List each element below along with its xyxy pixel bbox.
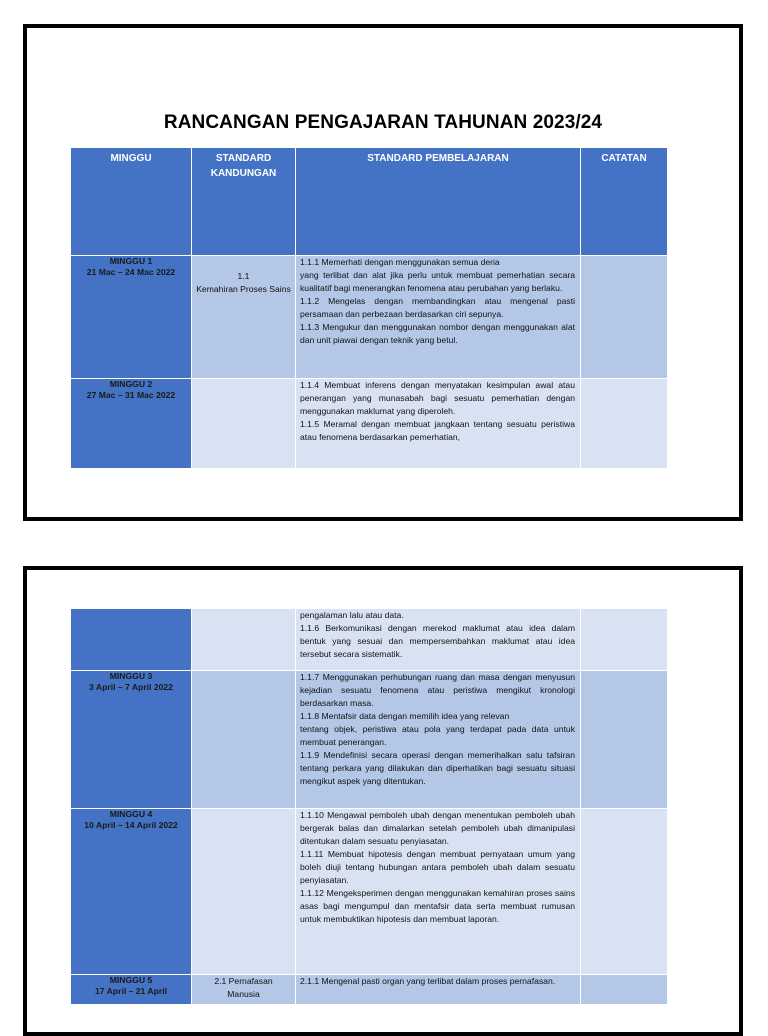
standard-kandungan-cell bbox=[192, 809, 296, 975]
week-label: MINGGU 5 bbox=[109, 975, 153, 985]
sp-line: 1.1.9 Mendefinisi secara operasi dengan memerihalkan satu tafsiran tentang perkara yang dilakukan dan diperhatikan bagi sesuatu situasi mengikut aspek yang ditentukan. bbox=[300, 750, 575, 786]
catatan-cell bbox=[581, 975, 668, 1005]
sp-line: tentang objek, peristiwa atau pola yang terdapat pada data untuk membuat penerangan. bbox=[300, 724, 575, 747]
table-row bbox=[71, 671, 668, 809]
document-page-2 bbox=[23, 566, 743, 1036]
week-label: MINGGU 1 bbox=[109, 256, 153, 266]
document-page-1 bbox=[23, 24, 743, 521]
sp-line: yang terlibat dan alat jika perlu untuk membuat pemerhatian secara kualitatif bagi menerangkan fenomena atau perubahan yang berlaku. bbox=[300, 270, 575, 293]
week-cell bbox=[71, 671, 192, 809]
table-row bbox=[71, 256, 668, 379]
week-label: MINGGU 3 bbox=[109, 671, 153, 681]
catatan-cell bbox=[581, 256, 668, 379]
week-cell bbox=[71, 379, 192, 469]
header-catatan: CATATAN bbox=[581, 148, 668, 256]
header-minggu: MINGGU bbox=[71, 148, 192, 256]
header-standard-pembelajaran: STANDARD PEMBELAJARAN bbox=[296, 148, 581, 256]
week-cell bbox=[71, 609, 192, 671]
catatan-cell bbox=[581, 609, 668, 671]
week-dates: 17 April – 21 April bbox=[95, 986, 167, 996]
sp-line: 1.1.7 Menggunakan perhubungan ruang dan masa dengan menyusun kejadian sesuatu fenomena atau peristiwa mengikut kronologi berdasarkan masa. bbox=[300, 672, 575, 708]
week-label: MINGGU 4 bbox=[109, 809, 153, 819]
week-dates: 27 Mac – 31 Mac 2022 bbox=[86, 390, 176, 400]
sp-line: 1.1.3 Mengukur dan menggunakan nombor dengan menggunakan alat dan unit piawai dengan teknik yang betul. bbox=[300, 322, 575, 345]
week-label: MINGGU 2 bbox=[109, 379, 153, 389]
sp-line: 1.1.11 Membuat hipotesis dengan membuat pernyataan umum yang boleh diuji tentang hubungan antara pemboleh ubah dalam sesuatu penyiasatan. bbox=[300, 849, 575, 885]
standard-kandungan-cell bbox=[192, 975, 296, 1005]
sp-line: 1.1.10 Mengawal pemboleh ubah dengan menentukan pemboleh ubah bergerak balas dan dimalarkan setelah pemboleh ubah dimanipulasi ditentukan dalam sesuatu penyiasatan. bbox=[300, 810, 575, 846]
table-header-row bbox=[71, 148, 668, 256]
standard-pembelajaran-cell bbox=[296, 379, 581, 469]
catatan-cell bbox=[581, 671, 668, 809]
standard-pembelajaran-cell bbox=[296, 809, 581, 975]
table-row bbox=[71, 809, 668, 975]
plan-table-page-1 bbox=[70, 147, 668, 469]
sk-text: Manusia bbox=[227, 989, 260, 999]
sp-line: 2.1.1 Mengenal pasti organ yang terlibat dalam proses pernafasan. bbox=[300, 976, 556, 986]
header-standard-kandungan: STANDARD KANDUNGAN bbox=[192, 148, 296, 256]
standard-pembelajaran-cell bbox=[296, 671, 581, 809]
sp-line: 1.1.12 Mengeksperimen dengan menggunakan kemahiran proses sains asas bagi mengumpul dan mentafsir data serta membuat rumusan untuk membuktikan hipotesis dan membuat laporan. bbox=[300, 888, 575, 924]
table-row bbox=[71, 379, 668, 469]
sp-line: 1.1.8 Mentafsir data dengan memilih idea yang relevan bbox=[300, 711, 510, 721]
week-dates: 10 April – 14 April 2022 bbox=[84, 820, 178, 830]
sp-line: 1.1.6 Berkomunikasi dengan merekod maklumat atau idea dalam bentuk yang sesuai dan mempersembahkan maklumat atau idea tersebut secara sistematik. bbox=[300, 623, 575, 659]
sp-line: 1.1.2 Mengelas dengan membandingkan atau mengenal pasti persamaan dan perbezaan berdasarkan ciri sepunya. bbox=[300, 296, 575, 319]
week-cell bbox=[71, 809, 192, 975]
table-row bbox=[71, 609, 668, 671]
page-title: RANCANGAN PENGAJARAN TAHUNAN 2023/24 bbox=[163, 112, 603, 133]
catatan-cell bbox=[581, 809, 668, 975]
sk-number: 1.1 bbox=[237, 271, 250, 281]
standard-kandungan-cell bbox=[192, 671, 296, 809]
standard-pembelajaran-cell bbox=[296, 256, 581, 379]
week-dates: 21 Mac – 24 Mac 2022 bbox=[86, 267, 176, 277]
table-row bbox=[71, 975, 668, 1005]
week-dates: 3 April – 7 April 2022 bbox=[89, 682, 173, 692]
sk-text: Kemahiran Proses Sains bbox=[196, 284, 291, 294]
standard-pembelajaran-cell bbox=[296, 975, 581, 1005]
standard-pembelajaran-cell bbox=[296, 609, 581, 671]
standard-kandungan-cell bbox=[192, 379, 296, 469]
standard-kandungan-cell bbox=[192, 609, 296, 671]
week-cell bbox=[71, 975, 192, 1005]
catatan-cell bbox=[581, 379, 668, 469]
sp-line: 1.1.1 Memerhati dengan menggunakan semua deria bbox=[300, 257, 500, 267]
sp-line: 1.1.5 Meramal dengan membuat jangkaan tentang sesuatu peristiwa atau fenomena berdasarkan pemerhatian, bbox=[300, 419, 575, 442]
sp-line: pengalaman lalu atau data. bbox=[300, 610, 404, 620]
plan-table-page-2 bbox=[70, 608, 668, 1005]
week-cell bbox=[71, 256, 192, 379]
sp-line: 1.1.4 Membuat inferens dengan menyatakan kesimpulan awal atau penerangan yang munasabah bagi sesuatu pemerhatian dengan menggunakan maklumat yang diperoleh. bbox=[300, 380, 575, 416]
standard-kandungan-cell bbox=[192, 256, 296, 379]
sk-number: 2.1 Pernafasan bbox=[214, 976, 273, 986]
